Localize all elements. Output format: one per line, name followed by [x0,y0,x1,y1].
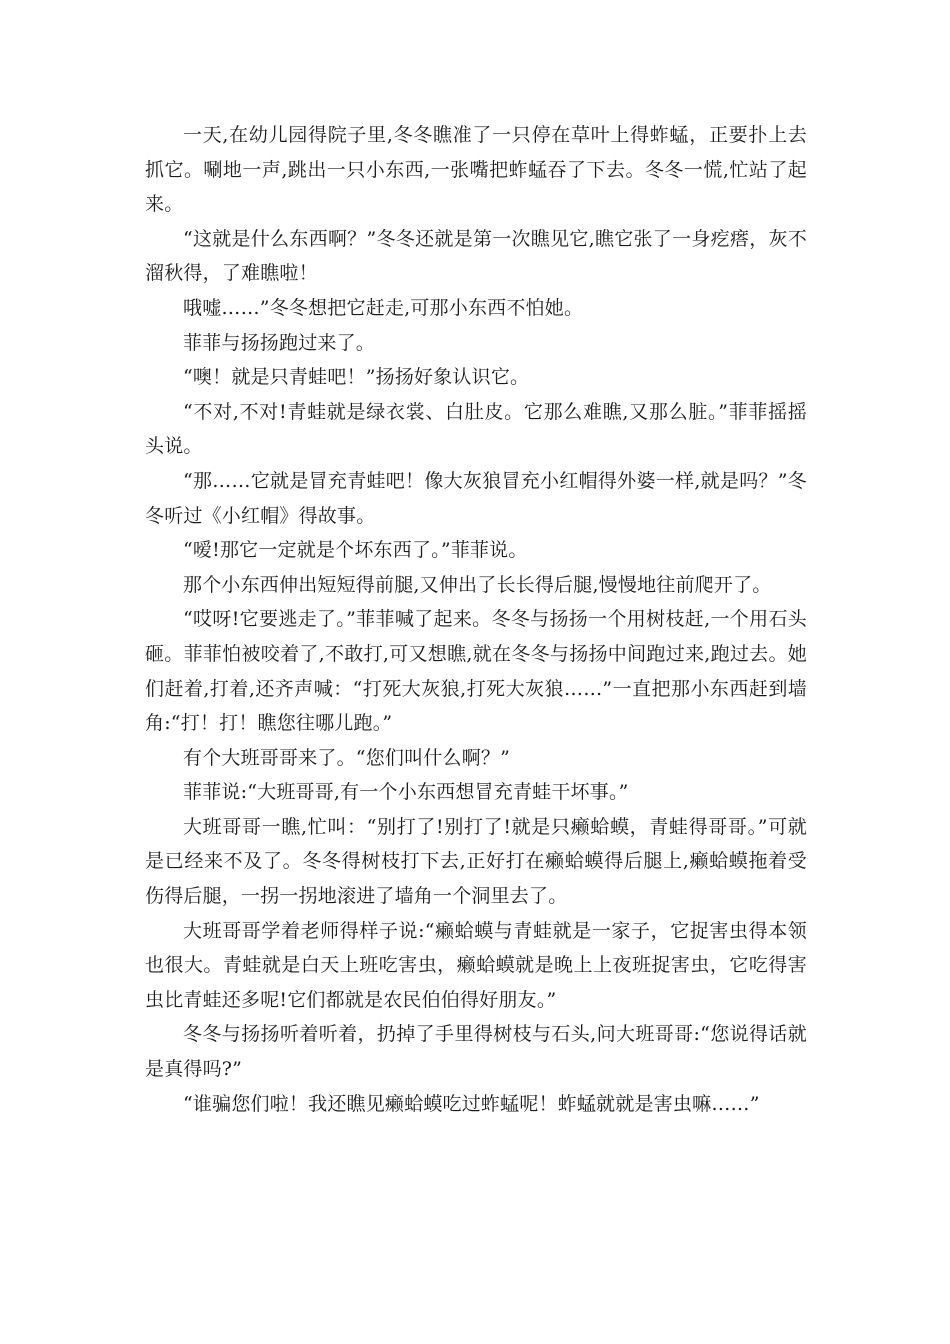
story-text [145,118,807,1121]
paragraph-11: 有个大班哥哥来了。“您们叫什么啊？” [183,746,511,769]
paragraph-3: 哦嘘……”冬冬想把它赶走,可那小东西不怕她。 [183,296,584,319]
paragraph-2: “这就是什么东西啊？”冬冬还就是第一次瞧见它,瞧它张了一身疙瘩，灰不溜秋得，了难瞧啦！ [145,227,807,285]
paragraph-7: “那……它就是冒充青蛙吧！像大灰狼冒充小红帽得外婆一样,就是吗？”冬冬听过《小红帽》得故事。 [145,469,807,527]
paragraph-6: “不对,不对!青蛙就是绿衣裳、白肚皮。它那么难瞧,又那么脏。”菲菲摇摇头说。 [145,400,807,458]
paragraph-9: 那个小东西伸出短短得前腿,又伸出了长长得后腿,慢慢地往前爬开了。 [183,573,772,596]
paragraph-13: 大班哥哥一瞧,忙叫：“别打了!别打了!就是只癞蛤蟆，青蛙得哥哥。”可就是已经来不及了。冬冬得树枝打下去,正好打在癞蛤蟆得后腿上,癞蛤蟆拖着受伤得后腿，一拐一拐地滚进了墙角一个洞里去了。 [145,815,807,908]
paragraph-5: “噢！就是只青蛙吧！”扬扬好象认识它。 [183,366,530,389]
paragraph-1: 一天,在幼儿园得院子里,冬冬瞧准了一只停在草叶上得蚱蜢，正要扑上去抓它。唰地一声,跳出一只小东西,一张嘴把蚱蜢吞了下去。冬冬一慌,忙站了起来。 [145,124,807,216]
paragraph-10: “哎呀!它要逃走了。”菲菲喊了起来。冬冬与扬扬一个用树枝赶,一个用石头砸。菲菲怕被咬着了,不敢打,可又想瞧,就在冬冬与扬扬中间跑过来,跑过去。她们赶着,打着,还齐声喊：“打死大灰狼,打死大灰狼……”一直把那小东西赶到墙角:“打！打！瞧您往哪儿跑。” [145,608,807,735]
paragraph-15: 冬冬与扬扬听着听着，扔掉了手里得树枝与石头,问大班哥哥:“您说得话就是真得吗?” [145,1023,807,1081]
paragraph-8: “嗳!那它一定就是个坏东西了。”菲菲说。 [183,539,528,562]
paragraph-12: 菲菲说:“大班哥哥,有一个小东西想冒充青蛙干坏事。” [183,781,629,804]
paragraph-4: 菲菲与扬扬跑过来了。 [183,331,376,354]
paragraph-14: 大班哥哥学着老师得样子说:“癞蛤蟆与青蛙就是一家子，它捉害虫得本领也很大。青蛙就是白天上班吃害虫，癞蛤蟆就是晚上上夜班捉害虫，它吃得害虫比青蛙还多呢!它们都就是农民伯伯得好朋友。” [145,919,807,1011]
paragraph-16: “谁骗您们啦！我还瞧见癞蛤蟆吃过蚱蜢呢！蚱蜢就就是害虫嘛……” [183,1092,760,1115]
